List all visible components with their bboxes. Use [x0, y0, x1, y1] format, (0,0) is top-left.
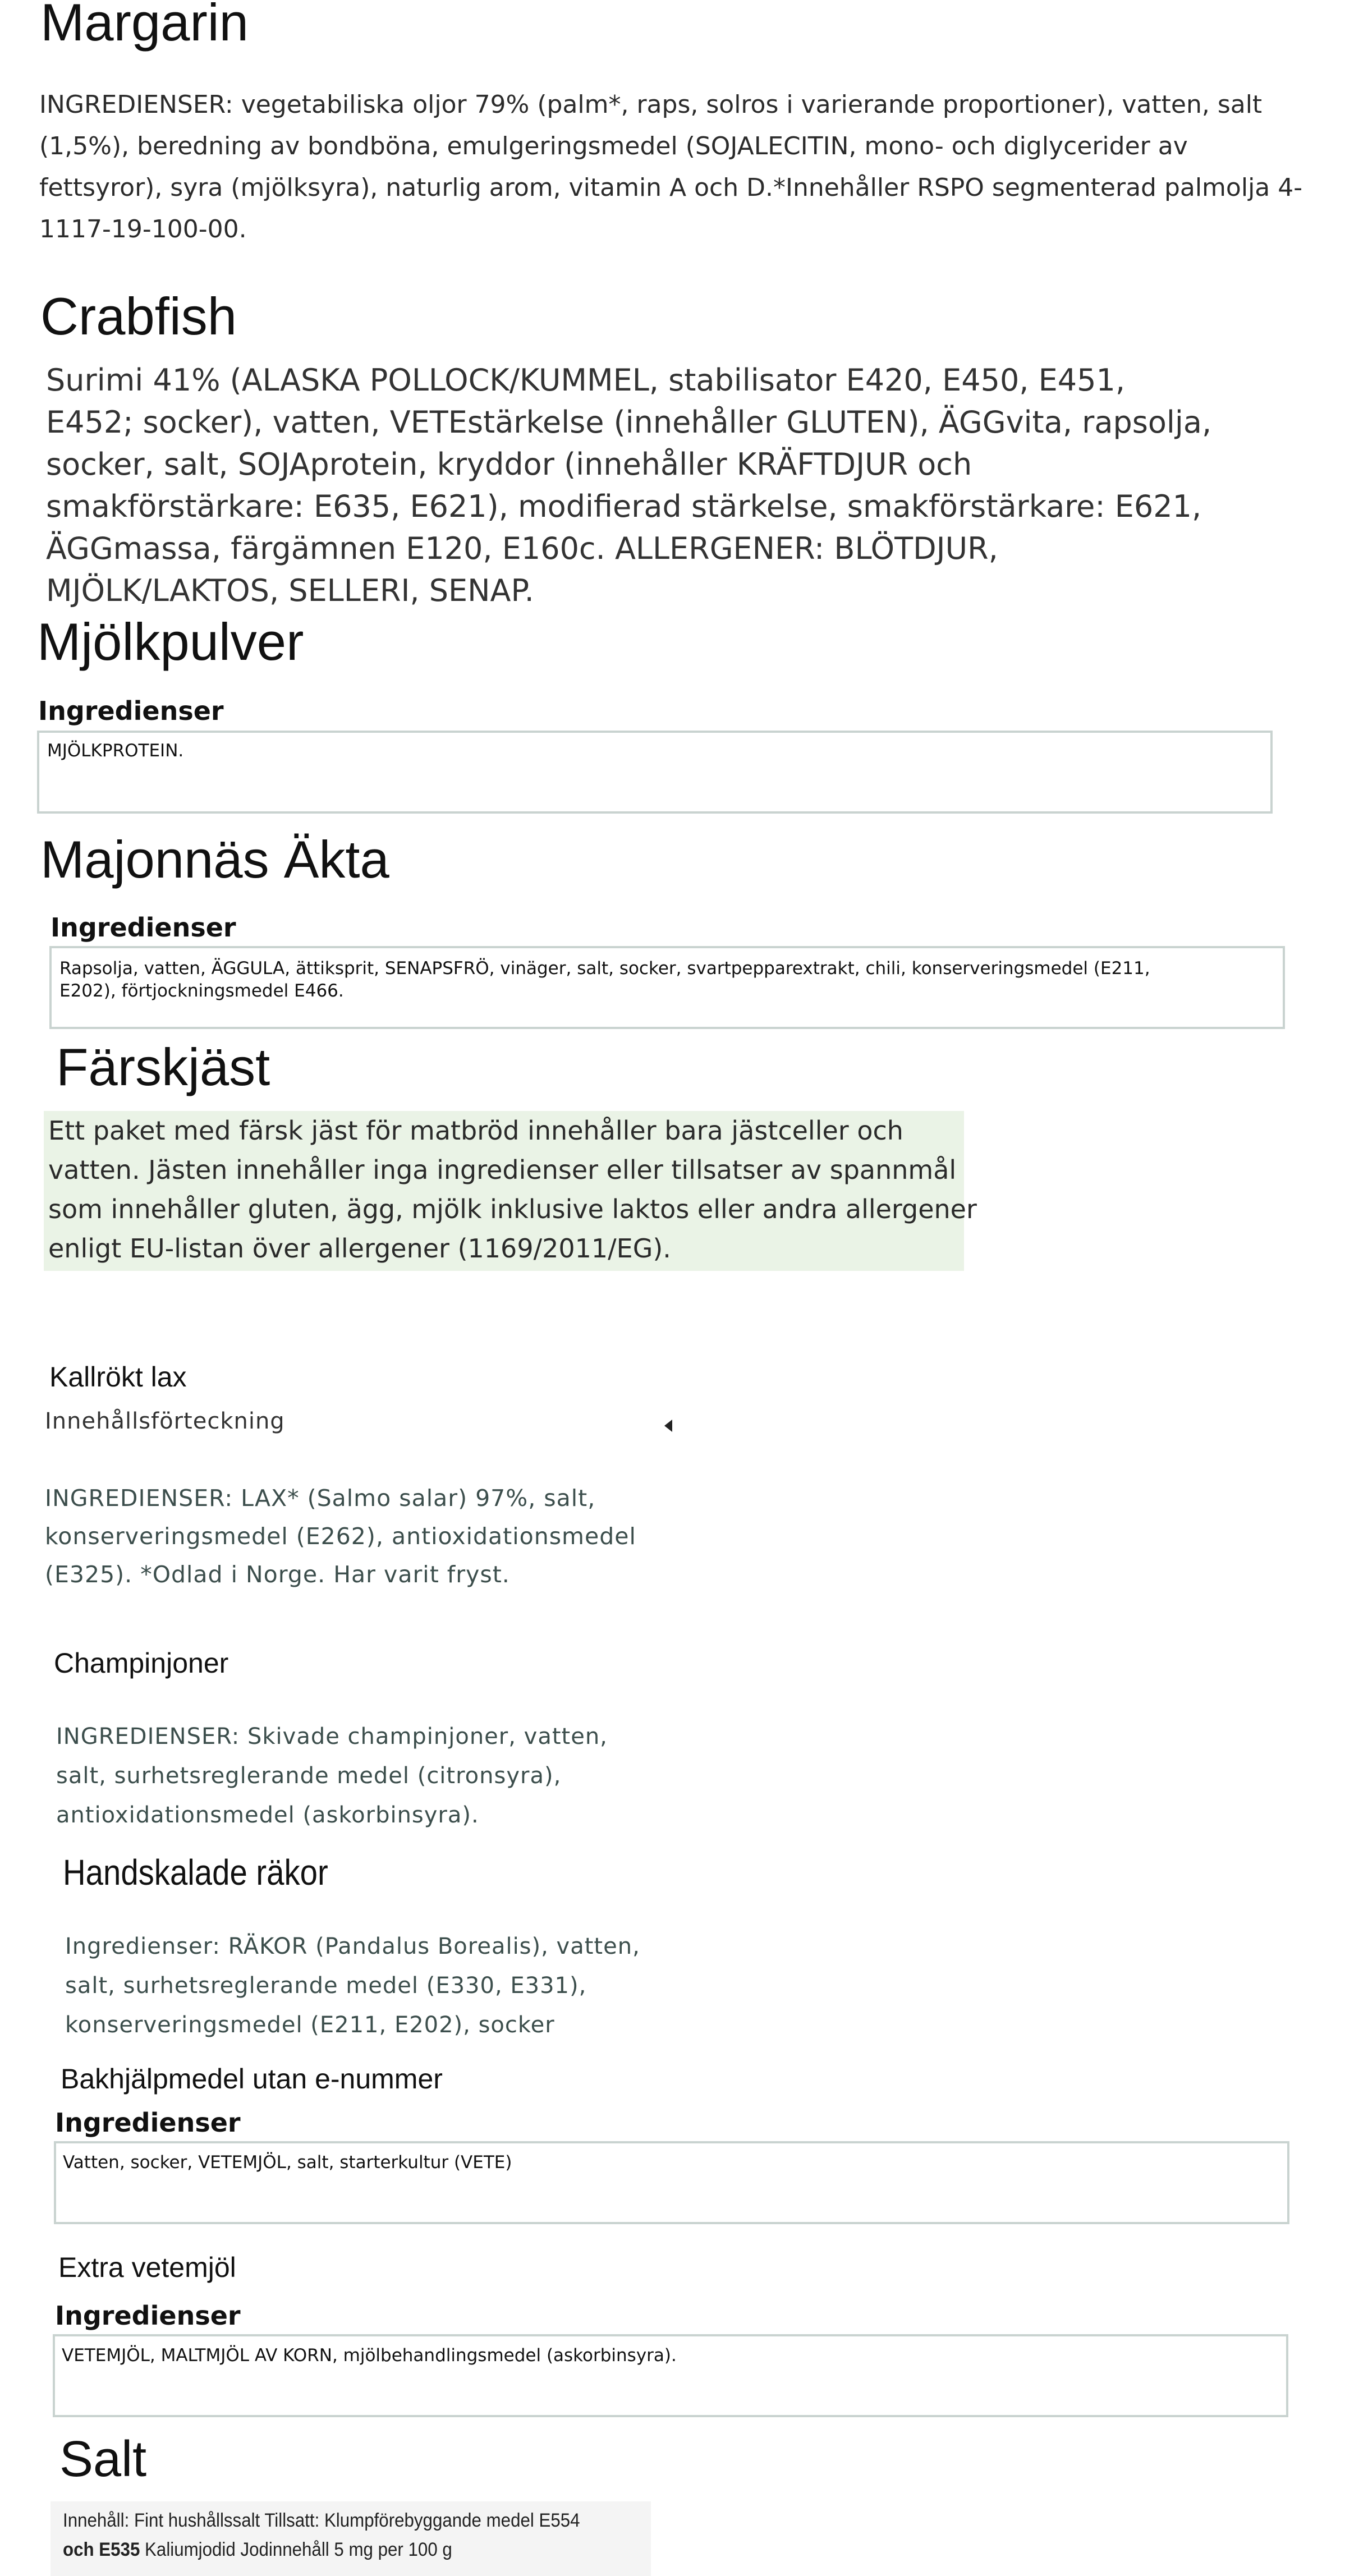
bakhjalp-label: Ingredienser — [55, 2107, 241, 2138]
text-line: (E325). *Odlad i Norge. Har varit fryst. — [45, 1561, 510, 1588]
majonnas-box — [49, 946, 1285, 1029]
bakhjalp-text: Vatten, socker, VETEMJÖL, salt, starterkultur (VETE) — [63, 2152, 512, 2173]
mjolkpulver-text: MJÖLKPROTEIN. — [47, 741, 184, 761]
salt-text — [63, 2506, 580, 2564]
bakhjalp-box — [54, 2141, 1289, 2224]
text-line: INGREDIENSER: LAX* (Salmo salar) 97%, salt, — [45, 1485, 596, 1512]
text-line: salt, surhetsreglerande medel (citronsyra), — [56, 1763, 562, 1789]
crabfish-ingredients — [46, 359, 1211, 612]
champinjoner-ingredients — [56, 1717, 608, 1835]
farskjast-text — [48, 1111, 977, 1268]
text-line: (1,5%), beredning av bondböna, emulgeringsmedel (SOJALECITIN, mono- och diglycerider av — [39, 132, 1188, 160]
text-line: som innehåller gluten, ägg, mjölk inklusive laktos eller andra allergener — [48, 1194, 977, 1224]
text-line: 1117-19-100-00. — [39, 215, 247, 244]
text-line: Ingredienser: RÄKOR (Pandalus Borealis), vatten, — [65, 1934, 640, 1959]
text-line: salt, surhetsreglerande medel (E330, E331), — [65, 1973, 587, 1999]
margarin-title: Margarin — [40, 0, 249, 52]
text-line: Ett paket med färsk jäst för matbröd innehåller bara jästceller och — [48, 1115, 903, 1146]
kallrokt-title: Kallrökt lax — [49, 1361, 187, 1393]
text-line: Surimi 41% (ALASKA POLLOCK/KUMMEL, stabilisator E420, E450, E451, — [46, 362, 1125, 398]
mjolkpulver-label: Ingredienser — [38, 696, 224, 726]
crabfish-title: Crabfish — [40, 287, 237, 346]
text-line: INGREDIENSER: vegetabiliska oljor 79% (palm*, raps, solros i varierande proportioner), vatten, salt — [39, 90, 1263, 119]
text-line — [63, 2535, 580, 2564]
mjolkpulver-box — [37, 731, 1273, 814]
farskjast-title: Färskjäst — [56, 1037, 270, 1096]
text-line: ÄGGmassa, färgämnen E120, E160c. ALLERGENER: BLÖTDJUR, — [46, 531, 998, 566]
vetemjol-label: Ingredienser — [55, 2301, 241, 2331]
majonnas-label: Ingredienser — [51, 912, 236, 943]
text-line: E202), förtjockningsmedel E466. — [59, 981, 344, 1001]
bakhjalp-title: Bakhjälpmedel utan e-nummer — [61, 2063, 443, 2095]
vetemjol-text: VETEMJÖL, MALTMJÖL AV KORN, mjölbehandlingsmedel (askorbinsyra). — [62, 2345, 677, 2366]
text-line: E452; socker), vatten, VETEstärkelse (innehåller GLUTEN), ÄGGvita, rapsolja, — [46, 405, 1212, 440]
farskjast-panel — [44, 1111, 977, 1271]
kallrokt-ingredients — [45, 1479, 636, 1594]
salt-panel — [51, 2501, 651, 2576]
text-line: konserveringsmedel (E262), antioxidationsmedel — [45, 1523, 636, 1550]
rakor-title: Handskalade räkor — [63, 1852, 328, 1893]
text-span: Kaliumjodid Jodinnehåll 5 mg per 100 g — [140, 2539, 452, 2560]
kallrokt-subtitle: Innehållsförteckning — [45, 1408, 285, 1434]
majonnas-title: Majonnäs Äkta — [40, 830, 389, 889]
text-line: antioxidationsmedel (askorbinsyra). — [56, 1802, 479, 1828]
vetemjol-box — [53, 2334, 1288, 2417]
text-line: enligt EU-listan över allergener (1169/2011/EG). — [48, 1233, 671, 1264]
text-line: MJÖLK/LAKTOS, SELLERI, SENAP. — [46, 573, 534, 608]
text-line: Rapsolja, vatten, ÄGGULA, ättiksprit, SENAPSFRÖ, vinäger, salt, socker, svartpepparextrakt, chili, konserveringsmedel (E211, — [59, 958, 1150, 979]
text-line: socker, salt, SOJAprotein, kryddor (innehåller KRÄFTDJUR och — [46, 447, 972, 482]
text-line: vatten. Jästen innehåller inga ingredienser eller tillsatser av spannmål — [48, 1155, 957, 1185]
caret-left-icon[interactable] — [664, 1420, 672, 1432]
text-line: fettsyror), syra (mjölksyra), naturlig arom, vitamin A och D.*Innehåller RSPO segmenterad palmolja 4- — [39, 173, 1303, 202]
margarin-ingredients — [39, 84, 1302, 250]
champinjoner-title: Champinjoner — [54, 1647, 229, 1679]
salt-title: Salt — [59, 2431, 147, 2487]
bold-text: och E535 — [63, 2539, 140, 2560]
text-line: konserveringsmedel (E211, E202), socker — [65, 2012, 555, 2038]
text-line: smakförstärkare: E635, E621), modifierad stärkelse, smakförstärkare: E621, — [46, 489, 1202, 524]
vetemjol-title: Extra vetemjöl — [58, 2252, 236, 2283]
rakor-ingredients — [65, 1927, 640, 2045]
majonnas-text — [59, 957, 1150, 1002]
text-line: Innehåll: Fint hushållssalt Tillsatt: Klumpförebyggande medel E554 — [63, 2510, 580, 2531]
text-line: INGREDIENSER: Skivade champinjoner, vatten, — [56, 1724, 608, 1750]
mjolkpulver-title: Mjölkpulver — [37, 612, 304, 671]
